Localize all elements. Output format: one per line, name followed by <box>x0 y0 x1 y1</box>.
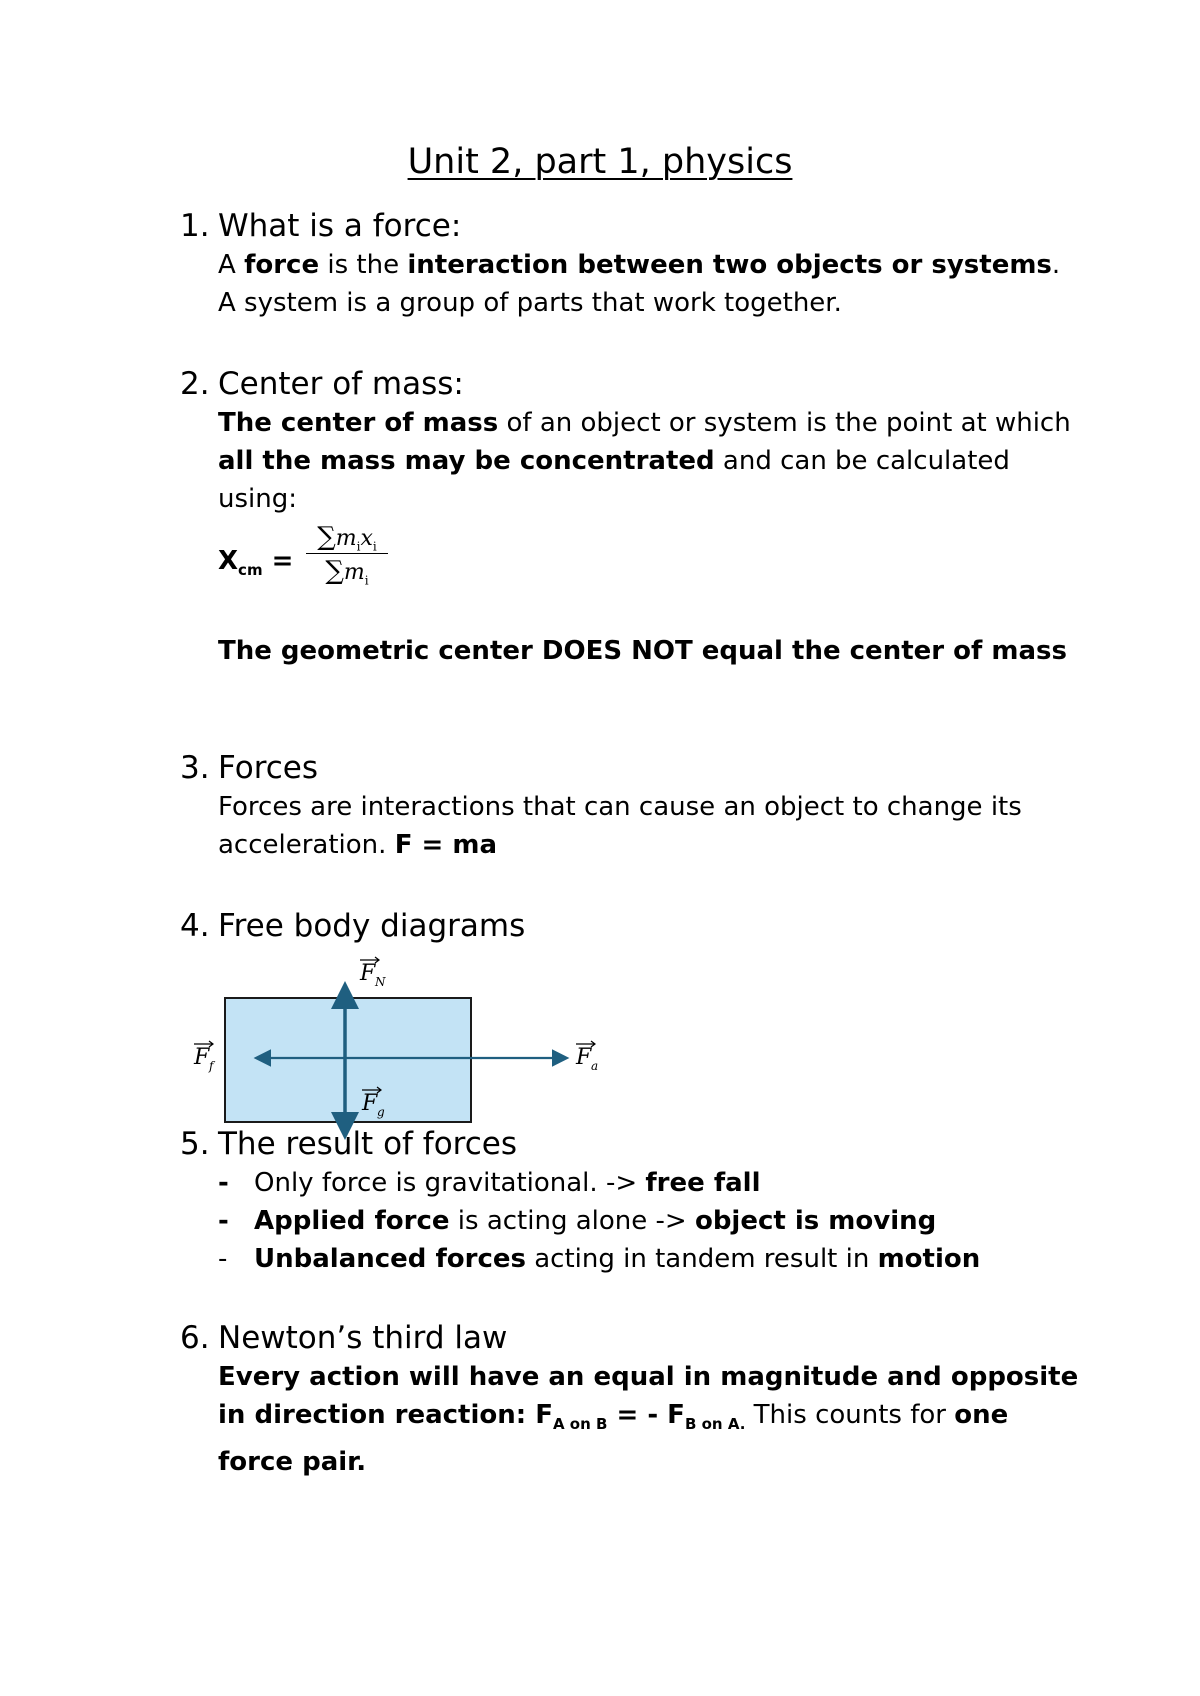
page-title: Unit 2, part 1, physics <box>407 142 793 182</box>
svg-text:F: F <box>362 1091 378 1116</box>
friction-force-label <box>193 1041 216 1073</box>
section-heading <box>180 364 1080 404</box>
section-number: 5. <box>180 1126 210 1162</box>
section-heading <box>180 748 1080 788</box>
paragraph: A force is the interaction between two objects or systems. A system is a group of parts that work together. <box>218 250 1061 318</box>
section-result-of-forces <box>180 1124 1080 1278</box>
section-forces <box>180 748 1080 864</box>
section-heading <box>180 1124 1080 1164</box>
section-title: Forces <box>218 750 319 786</box>
fraction-numerator: $\sum m_ix_i$ <box>306 520 388 554</box>
free-body-diagram <box>180 950 620 1150</box>
center-of-mass-formula <box>218 520 1080 598</box>
section-heading <box>180 206 1080 246</box>
section-free-body-diagrams <box>180 906 1080 946</box>
section-title: Center of mass: <box>218 366 464 402</box>
applied-force-label <box>575 1041 598 1073</box>
section-number: 2. <box>180 366 210 402</box>
svg-text:F: F <box>360 961 376 986</box>
object-box <box>225 998 471 1122</box>
list-item: - Only force is gravitational. -> free fall <box>218 1168 761 1198</box>
section-title: Newton’s third law <box>218 1320 508 1356</box>
section-body <box>218 1358 1080 1481</box>
section-body <box>218 246 1080 322</box>
section-body <box>218 404 1080 670</box>
formula-fraction <box>306 520 388 597</box>
section-what-is-a-force <box>180 206 1080 322</box>
section-heading <box>180 906 1080 946</box>
formula-lhs: $X_{cm}$ = <box>218 546 294 580</box>
section-newtons-third-law <box>180 1318 1080 1481</box>
section-number: 6. <box>180 1320 210 1356</box>
paragraph: Forces are interactions that can cause an object to change its acceleration. F = ma <box>218 792 1022 860</box>
list-item: - Unbalanced forces acting in tandem result in motion <box>218 1244 981 1274</box>
note: The geometric center DOES NOT equal the center of mass <box>218 636 1067 666</box>
svg-text:g: g <box>377 1105 385 1119</box>
section-number: 1. <box>180 208 210 244</box>
list-item: - Applied force is acting alone -> object is moving <box>218 1206 937 1236</box>
fraction-denominator: $\sum m_i$ <box>325 556 369 588</box>
section-title: The result of forces <box>218 1126 518 1162</box>
section-heading <box>180 1318 1080 1358</box>
section-body <box>218 1164 1080 1278</box>
svg-text:a: a <box>591 1059 599 1073</box>
paragraph: Every action will have an equal in magnitude and opposite in direction reaction: $F_{A on B}$ = - $F_{B on A.}$ This counts for one force pair. <box>218 1362 1079 1478</box>
svg-text:F: F <box>576 1045 592 1070</box>
section-title: Free body diagrams <box>218 908 526 944</box>
section-center-of-mass <box>180 364 1080 670</box>
svg-text:f: f <box>209 1059 214 1073</box>
normal-force-label <box>359 957 386 989</box>
section-body <box>218 788 1080 864</box>
svg-text:N: N <box>375 975 386 989</box>
section-number: 3. <box>180 750 210 786</box>
paragraph: The center of mass of an object or system is the point at which all the mass may be concentrated and can be calculated using: <box>218 408 1071 514</box>
svg-text:F: F <box>194 1045 210 1070</box>
result-list <box>218 1164 1080 1278</box>
section-title: What is a force: <box>218 208 462 244</box>
section-number: 4. <box>180 908 210 944</box>
